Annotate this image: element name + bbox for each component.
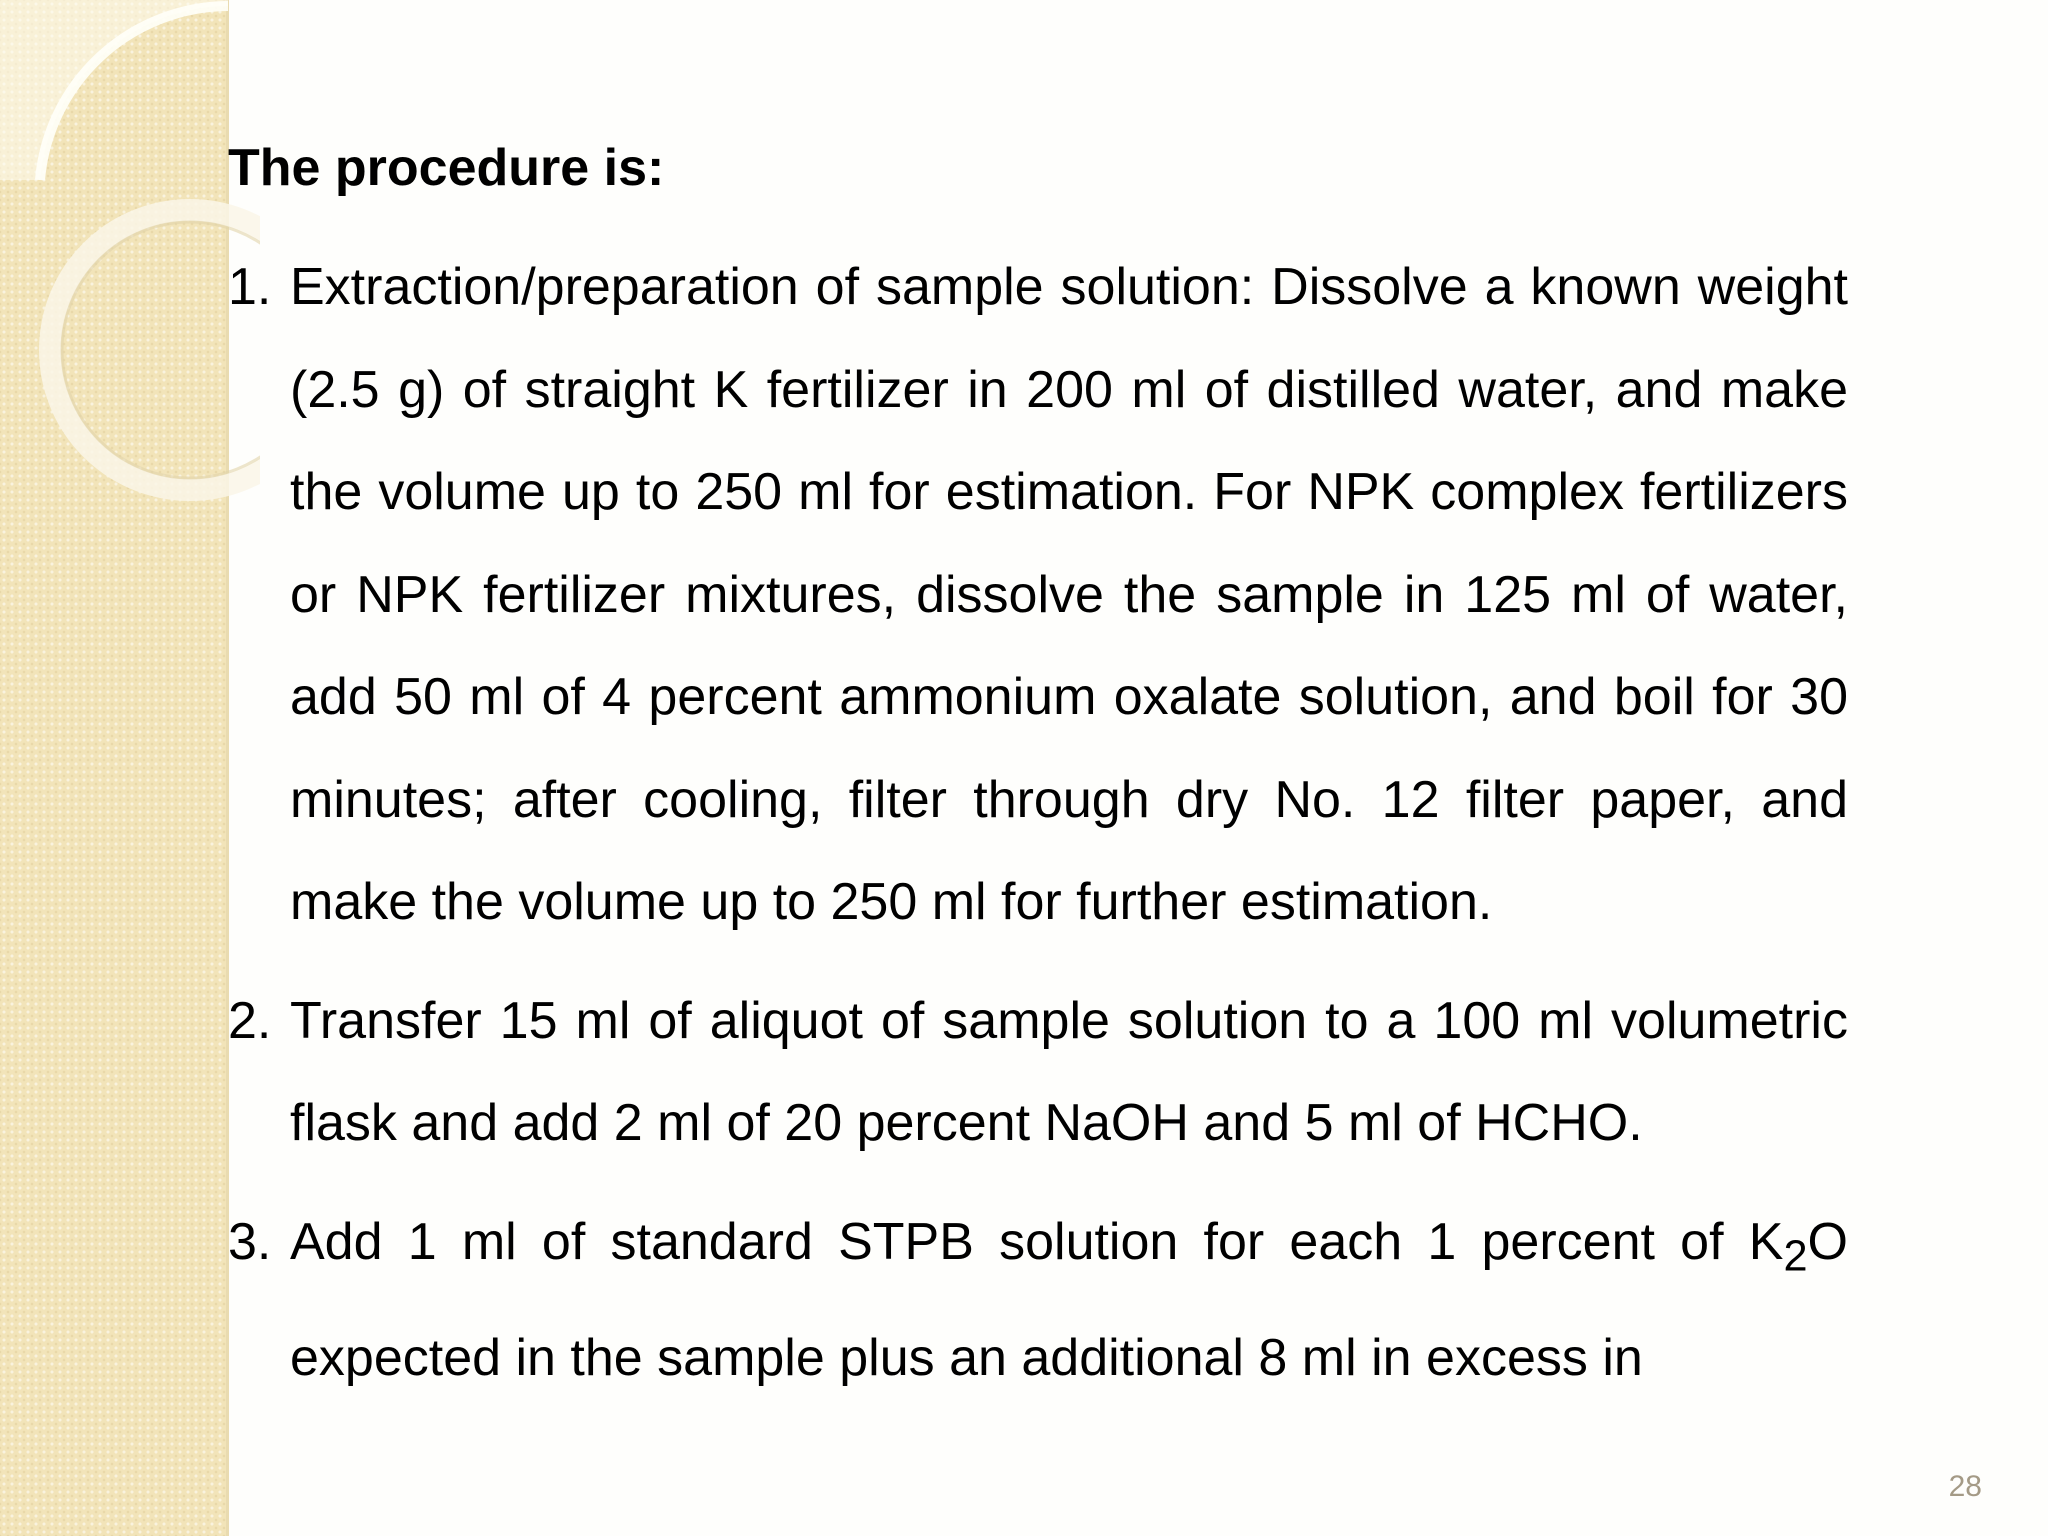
procedure-step-1 xyxy=(228,236,1848,954)
step-text: Transfer 15 ml of aliquot of sample solution to a 100 ml volumetric flask and add 2 ml of 20 percent NaOH and 5 ml of HCHO. xyxy=(290,991,1848,1152)
step-text-before: Add 1 ml of standard STPB solution for each 1 percent of K xyxy=(290,1212,1784,1271)
step-text-after: O expected in the sample plus an additional 8 ml in excess in xyxy=(290,1212,1848,1388)
step-text: Extraction/preparation of sample solution: Dissolve a known weight (2.5 g) of straight K fertilizer in 200 ml of distilled water, and make the volume up to 250 ml for estimation. For NPK complex fertilizers or NPK fertilizer mixtures, dissolve the sample in 125 ml of water, add 50 ml of 4 percent ammonium oxalate solution, and boil for 30 minutes; after cooling, filter through dry No. 12 filter paper, and make the volume up to 250 ml for further estimation. xyxy=(290,258,1848,931)
step-number: 1. xyxy=(228,258,272,316)
step-number: 3. xyxy=(228,1212,272,1271)
step-text-subscript: 2 xyxy=(1783,1231,1808,1280)
step-text xyxy=(290,1191,1848,1410)
procedure-steps xyxy=(228,236,1848,1410)
decorative-rings xyxy=(0,0,260,520)
page-number: 28 xyxy=(1948,1470,1982,1503)
ring-top-arc xyxy=(0,0,228,180)
procedure-step-3 xyxy=(228,1191,1848,1410)
procedure-step-2 xyxy=(228,970,1848,1175)
step-number: 2. xyxy=(228,991,272,1050)
procedure-heading: The procedure is: xyxy=(228,139,665,197)
